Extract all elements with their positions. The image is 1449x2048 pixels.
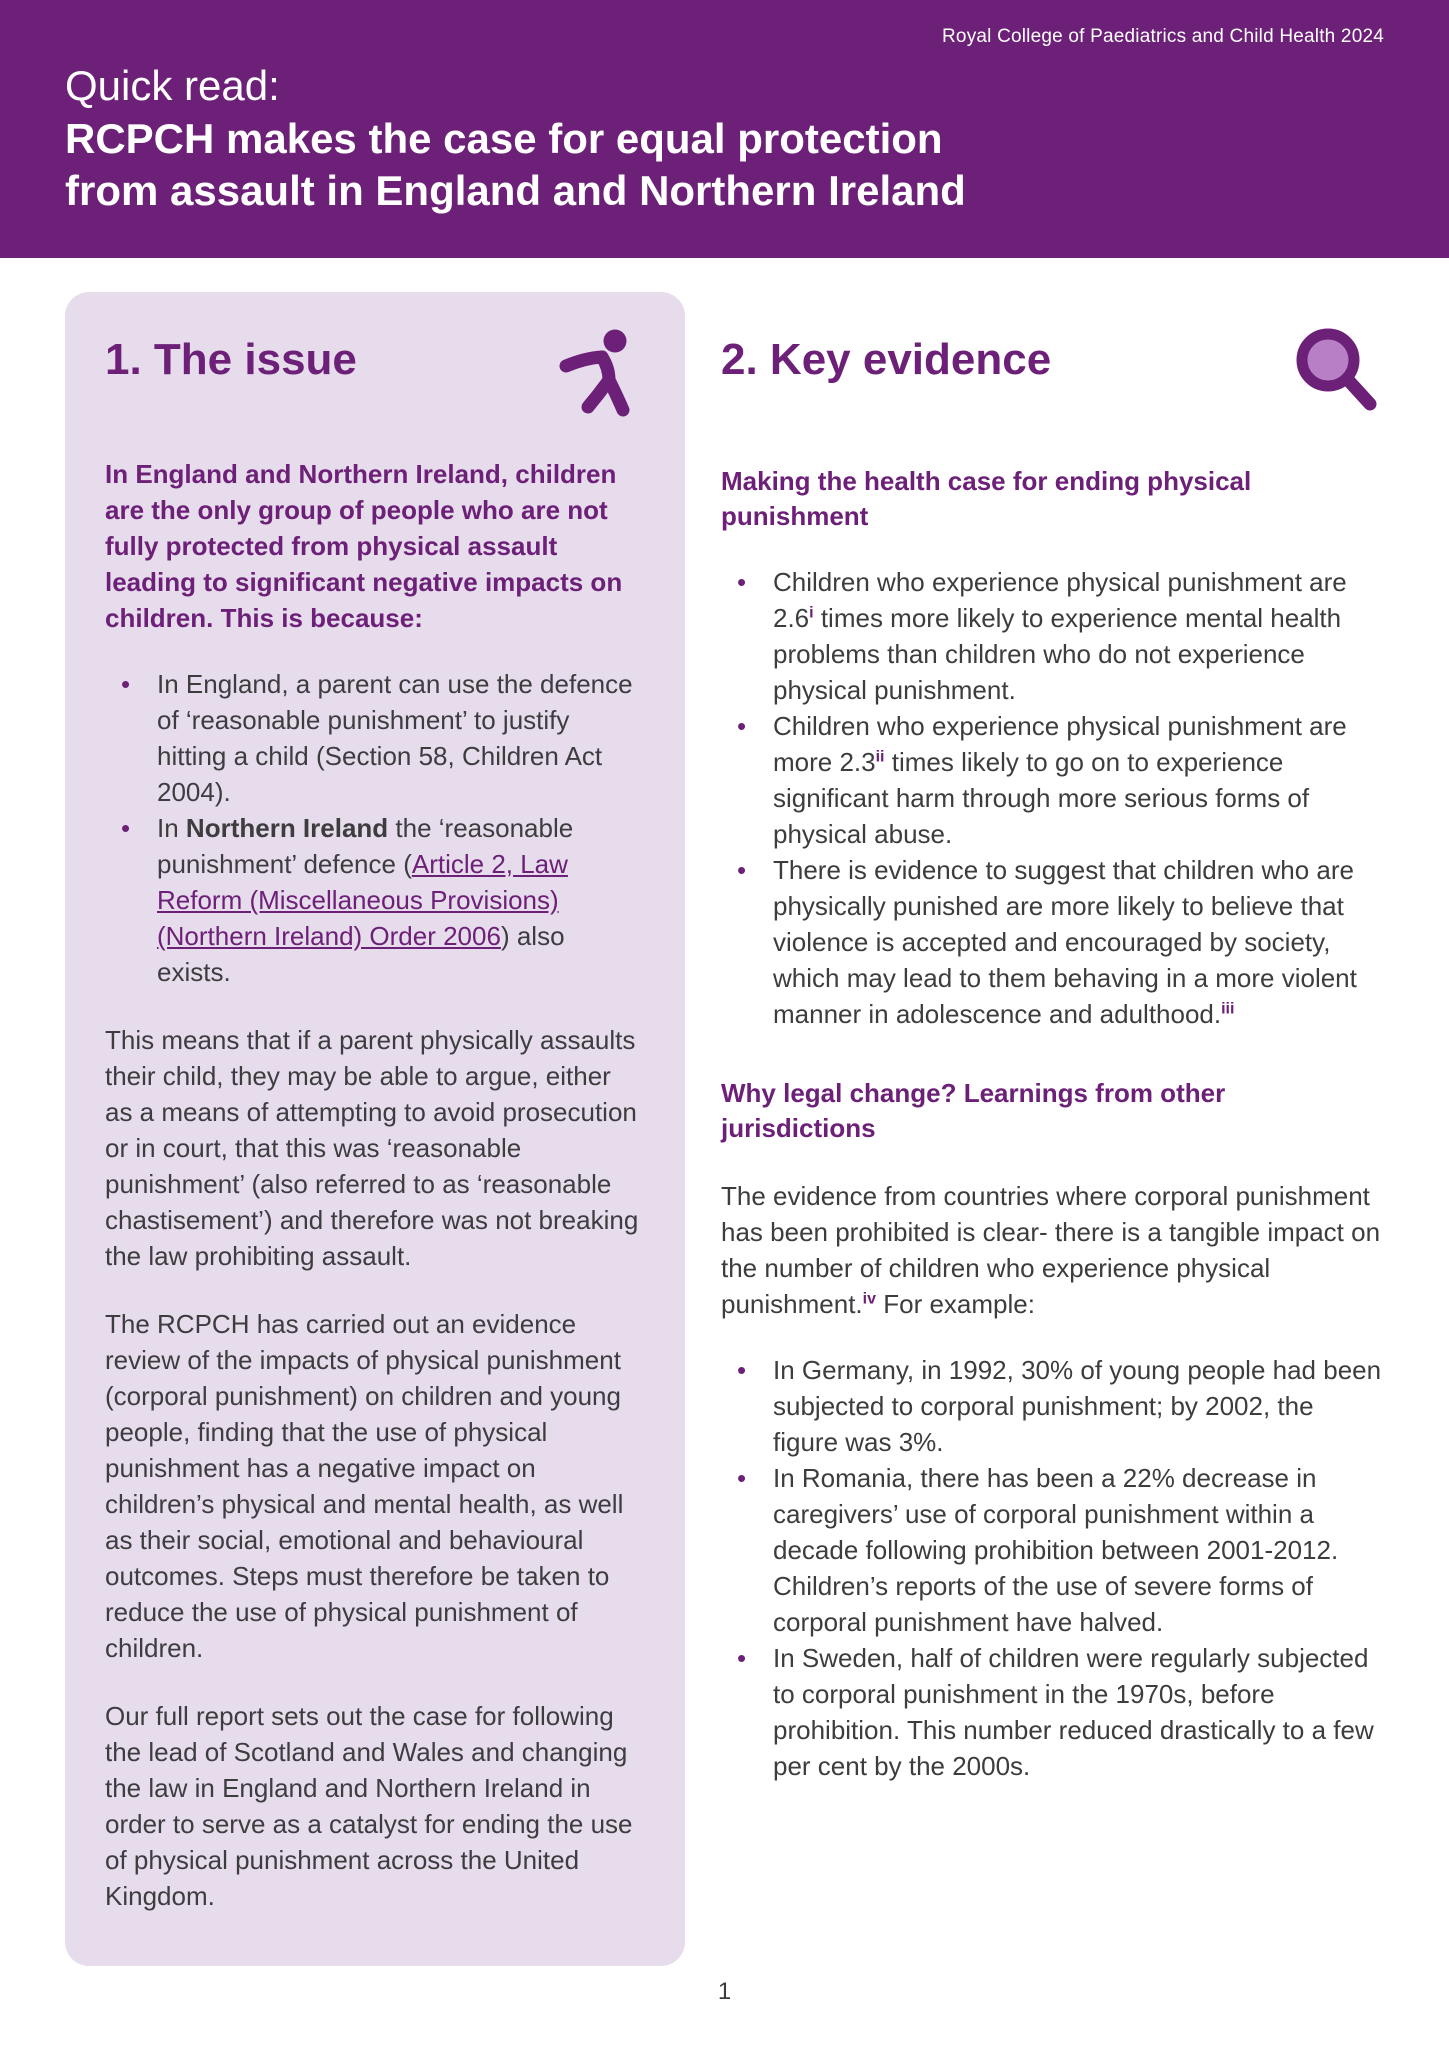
paragraph-text: The evidence from countries where corporal punishment has been prohibited is clear- there is a tangible impact on the number of children who experience physical punishment. [721,1181,1381,1319]
title-line-1: RCPCH makes the case for equal protection [65,114,943,162]
list-item [721,1640,1384,1784]
bullet-text: the ‘reasonable punishment’ defence ( [157,813,574,879]
bullet-bold-text: Northern Ireland [185,813,389,843]
bullet-text: In England, a parent can use the defence of ‘reasonable punishment’ to justify hitting a child (Section 58, Children Act 2004). [157,669,633,807]
list-item [105,810,645,990]
bullet-text: In Sweden, half of children were regularly subjected to corporal punishment in the 1970s, before prohibition. This number reduced drastically to a few per cent by the 2000s. [773,1643,1374,1781]
evidence-column [721,292,1384,1784]
bullet-text: Children who experience physical punishment are 2.6 [773,567,1347,633]
evidence-bullet-list [721,564,1384,1032]
list-item [105,666,645,810]
bullet-text: In Romania, there has been a 22% decrease in caregivers’ use of corporal punishment within a decade following prohibition between 2001-2012. Children’s reports of the use of severe forms of corporal punishment have halved. [773,1463,1339,1637]
bullet-text: times likely to go on to experience significant harm through more serious forms of physical abuse. [773,747,1310,849]
reference-superscript: iv [862,1290,876,1308]
list-item [721,852,1384,1032]
list-item [721,708,1384,852]
jurisdiction-bullet-list [721,1352,1384,1784]
header-meta: Royal College of Paediatrics and Child Health 2024 [942,26,1384,47]
content [0,258,1449,1966]
magnifier-icon [1288,324,1384,420]
reference-superscript: i [809,604,814,622]
page-footer [0,1978,1449,2006]
bullet-text: In Germany, in 1992, 30% of young people had been subjected to corporal punishment; by 2002, the figure was 3%. [773,1355,1382,1457]
issue-intro: In England and Northern Ireland, children are the only group of people who are not fully protected from physical assault leading to significant negative impacts on children. This is because: [105,459,623,633]
bullet-text: In [157,813,186,843]
evidence-section-head [721,336,1384,420]
page-number: 1 [717,1978,732,2005]
title-line-2: from assault in England and Northern Ireland [65,166,966,214]
evidence-heading: 2. Key evidence [721,335,1052,384]
issue-card [65,292,685,1966]
ni-order-link[interactable]: Article 2, Law Reform (Miscellaneous Provisions) (Northern Ireland) Order 2006 [157,849,568,951]
paragraph-text: For example: [876,1289,1035,1319]
reference-superscript: ii [875,748,885,766]
bullet-text: Children who experience physical punishment are more 2.3 [773,711,1347,777]
reference-superscript: iii [1221,1000,1235,1018]
bullet-text: times more likely to experience mental health problems than children who do not experience physical punishment. [773,603,1342,705]
list-item [721,1460,1384,1640]
bullet-text: There is evidence to suggest that children who are physically punished are more likely to believe that violence is accepted and encouraged by society, which may lead to them behaving in a more violent manner in adolescence and adulthood. [773,855,1357,1029]
issue-paragraph-3: Our full report sets out the case for following the lead of Scotland and Wales and changing the law in England and Northern Ireland in order to serve as a catalyst for ending the use of physical punishment across the United Kingdom. [105,1701,633,1911]
evidence-intro-paragraph [721,1178,1384,1322]
issue-bullet-list [105,666,645,990]
evidence-subheading-1: Making the health case for ending physical punishment [721,466,1252,531]
issue-heading: 1. The issue [105,335,357,384]
issue-section-head [105,336,645,420]
issue-paragraph-1: This means that if a parent physically assaults their child, they may be able to argue, either as a means of attempting to avoid prosecution or in court, that this was ‘reasonable punishment’ (also referred to as ‘reasonable chastisement’) and therefore was not breaking the law prohibiting assault. [105,1025,639,1271]
bullet-text: ) also exists. [157,921,565,987]
issue-paragraph-2: The RCPCH has carried out an evidence review of the impacts of physical punishment (corporal punishment) on children and young people, finding that the use of physical punishment has a negative impact on children’s physical and mental health, as well as their social, emotional and behavioural outcomes. Steps must therefore be taken to reduce the use of physical punishment of children. [105,1309,624,1663]
header-banner [0,0,1449,258]
evidence-subheading-2: Why legal change? Learnings from other jurisdictions [721,1078,1226,1143]
page-title [65,113,1384,217]
kicker: Quick read: [65,62,280,109]
list-item [721,1352,1384,1460]
child-figure-icon [557,328,641,420]
list-item [721,564,1384,708]
